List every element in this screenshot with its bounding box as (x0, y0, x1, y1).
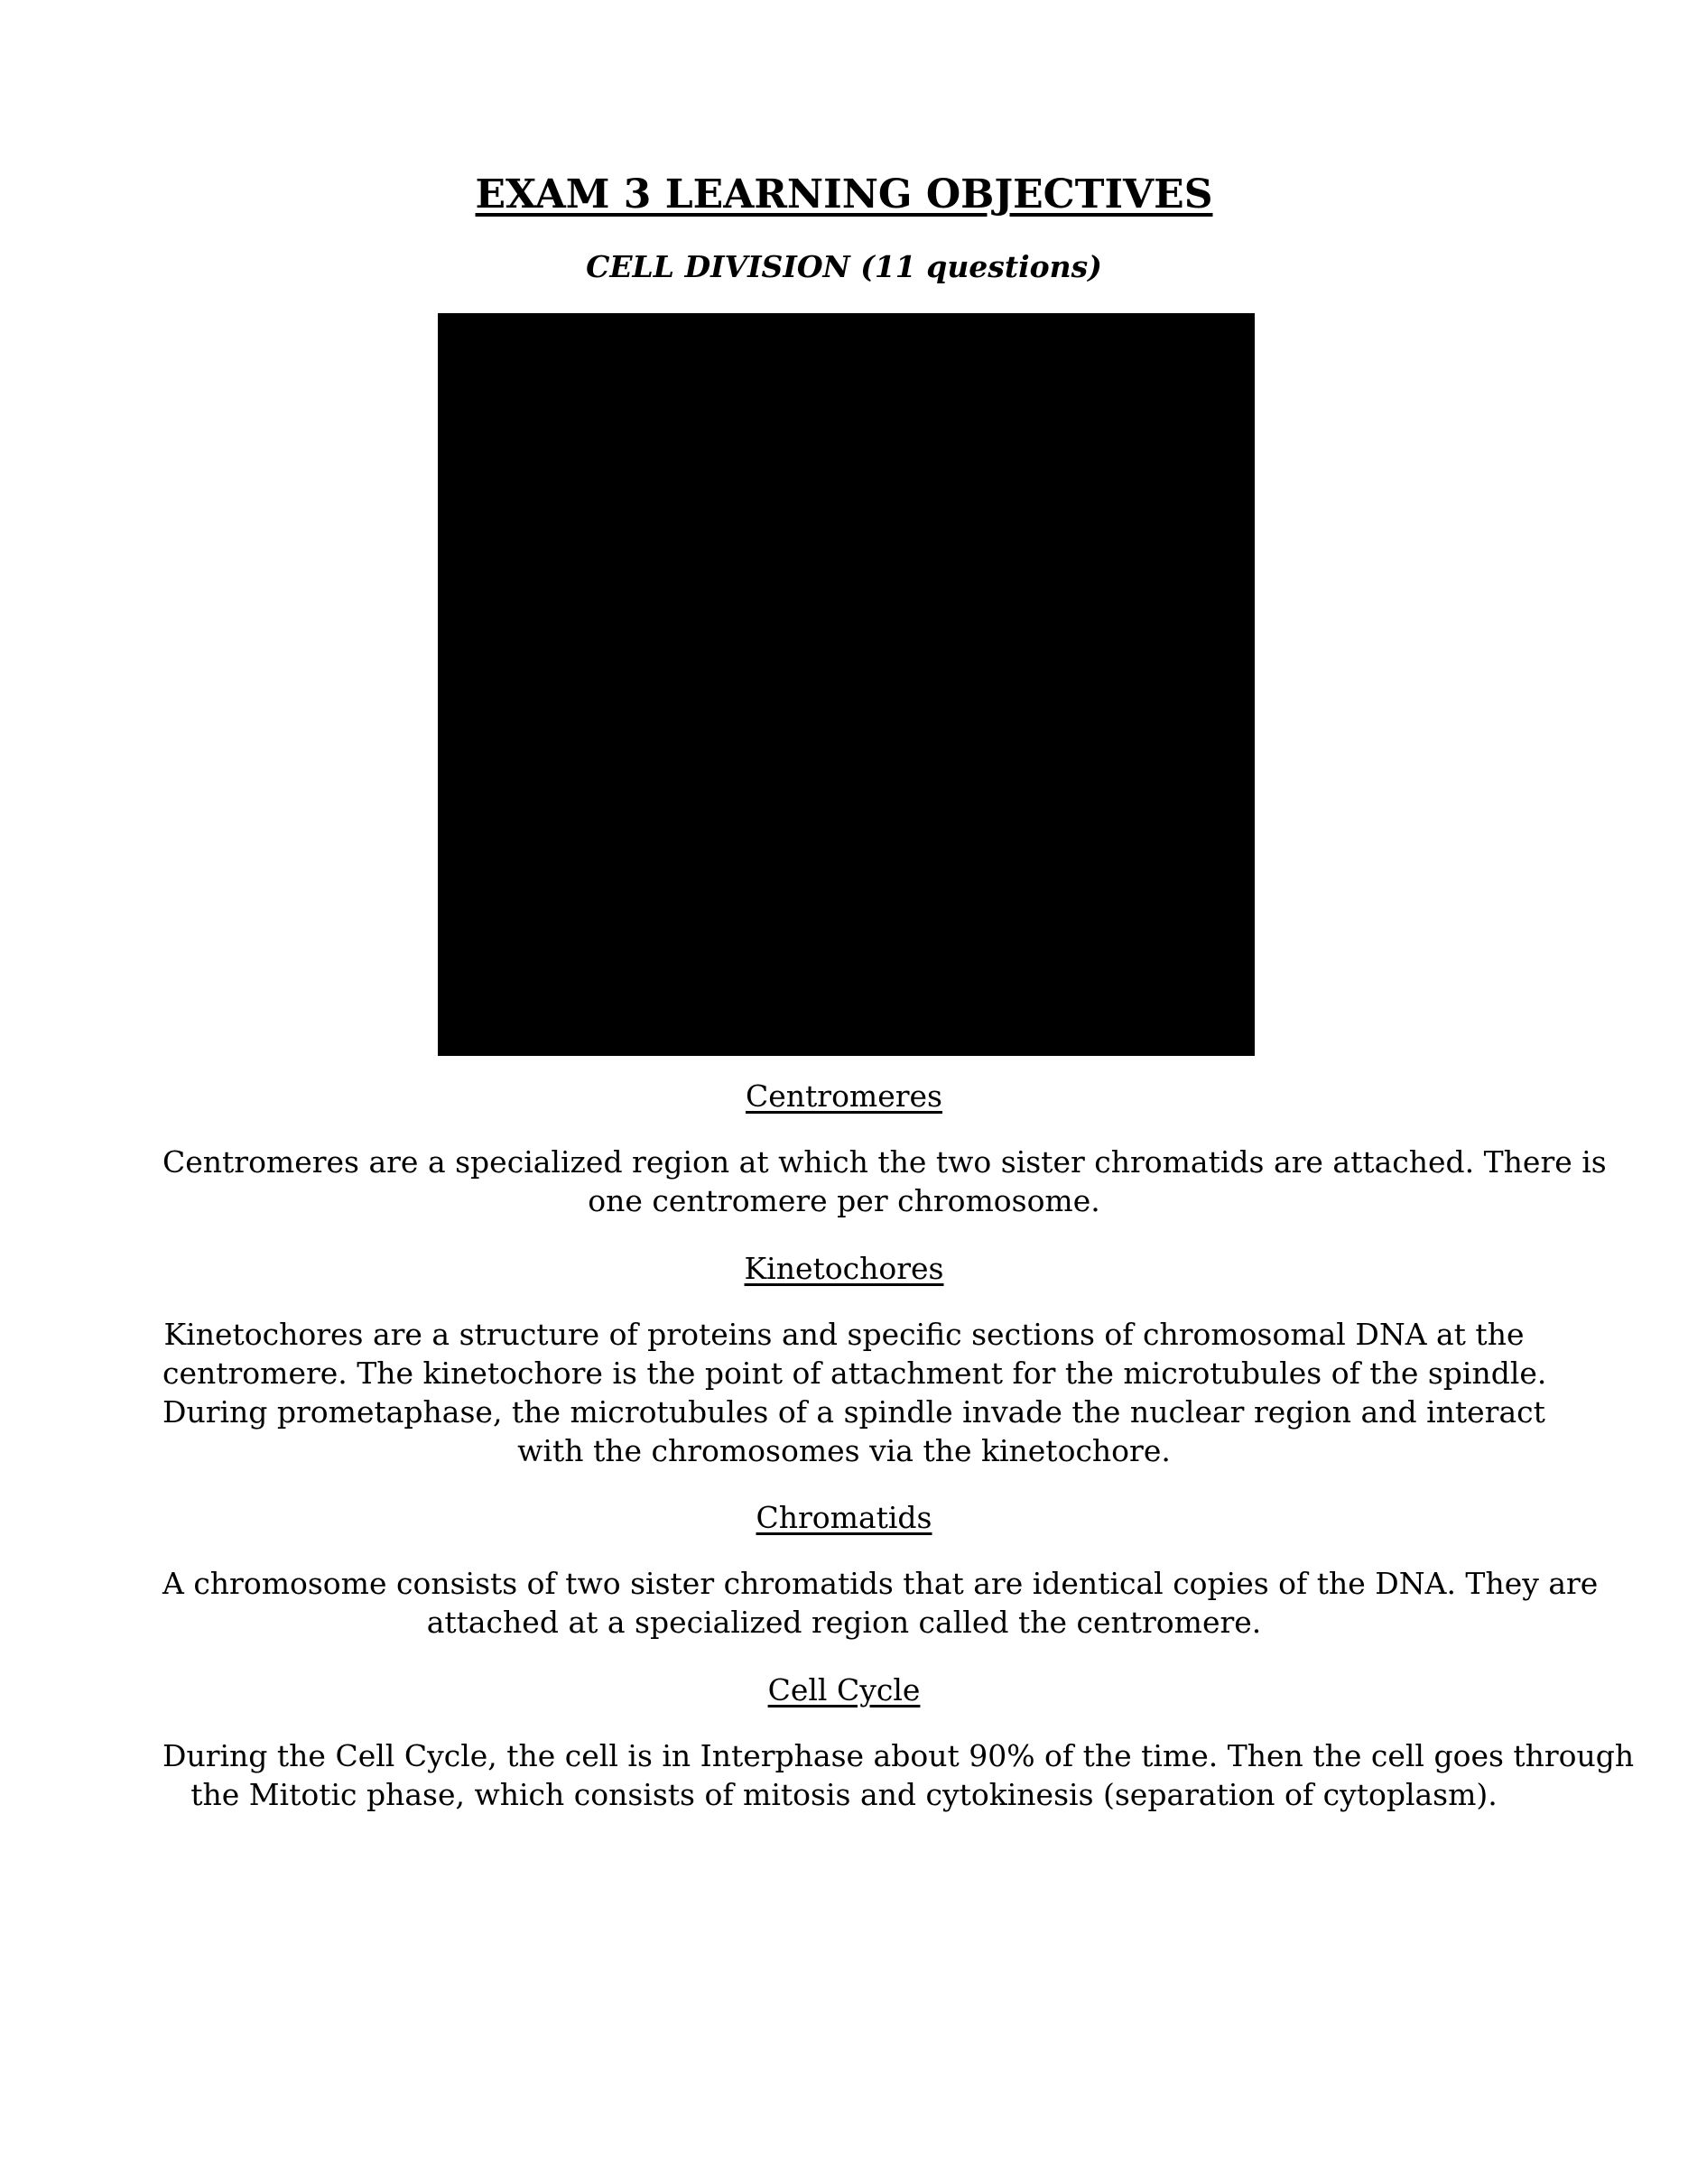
section-heading-cell-cycle: Cell Cycle (767, 1672, 921, 1707)
section-paragraph-chromatids (162, 1564, 1599, 1642)
page-title: EXAM 3 LEARNING OBJECTIVES (475, 171, 1213, 217)
paragraph-line: one centromere per chromosome. (588, 1183, 1100, 1218)
section-paragraph-kinetochores (162, 1315, 1547, 1470)
redacted-figure (438, 313, 1255, 1056)
section-paragraph-centromeres (162, 1143, 1607, 1220)
section-heading-chromatids: Chromatids (756, 1500, 932, 1535)
section-heading-kinetochores: Kinetochores (744, 1251, 944, 1286)
paragraph-line: the Mitotic phase, which consists of mitosis and cytokinesis (separation of cytoplasm). (190, 1777, 1498, 1812)
paragraph-line: Centromeres are a specialized region at which the two sister chromatids are attached. There is (162, 1144, 1607, 1180)
section-paragraph-cell-cycle (162, 1736, 1635, 1814)
section-heading-centromeres: Centromeres (746, 1078, 942, 1114)
paragraph-line: Kinetochores are a structure of proteins and specific sections of chromosomal DNA at the (163, 1317, 1525, 1352)
paragraph-line: A chromosome consists of two sister chromatids that are identical copies of the DNA. They are (162, 1566, 1599, 1601)
paragraph-line: centromere. The kinetochore is the point of attachment for the microtubules of the spindle. (162, 1356, 1547, 1391)
page-subtitle: CELL DIVISION (11 questions) (586, 249, 1102, 284)
paragraph-line: During prometaphase, the microtubules of a spindle invade the nuclear region and interact (162, 1394, 1545, 1430)
paragraph-line: During the Cell Cycle, the cell is in Interphase about 90% of the time. Then the cell goes through (162, 1738, 1635, 1773)
paragraph-line: attached at a specialized region called the centromere. (426, 1605, 1262, 1640)
paragraph-line: with the chromosomes via the kinetochore. (517, 1433, 1171, 1468)
